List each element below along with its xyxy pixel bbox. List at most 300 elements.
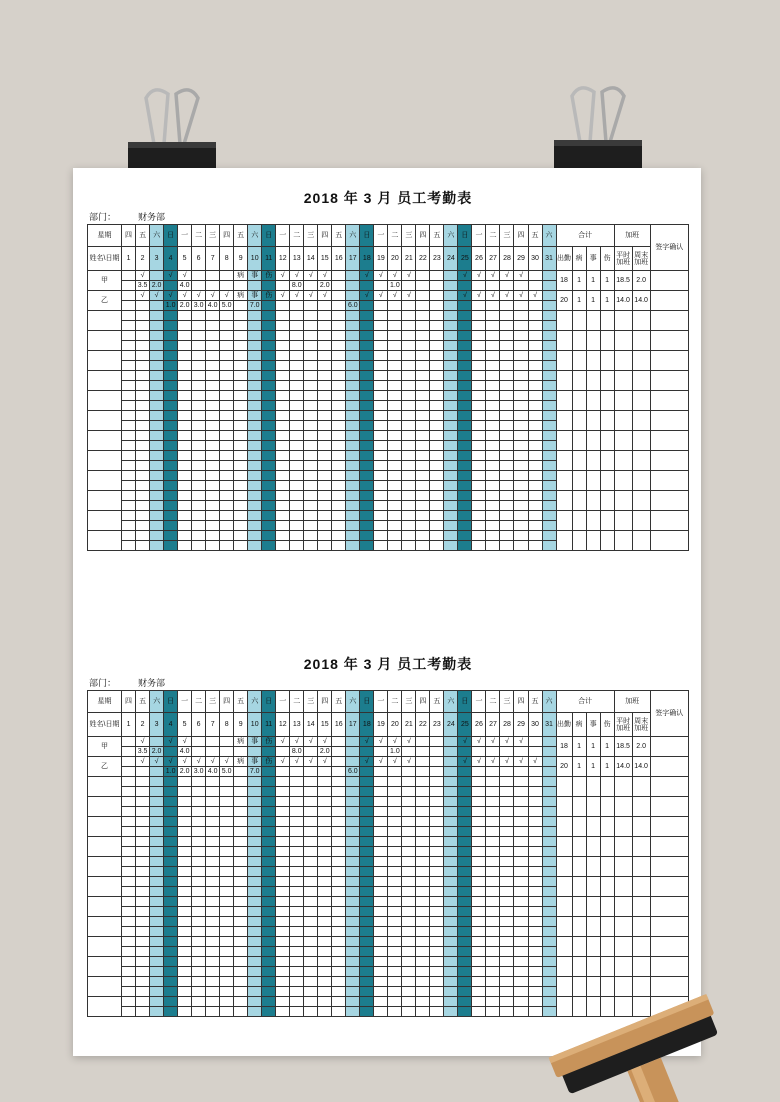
- summary-cell-empty[interactable]: [572, 511, 586, 531]
- day-cell[interactable]: [150, 341, 164, 351]
- day-cell[interactable]: [318, 867, 332, 877]
- day-cell[interactable]: [416, 391, 430, 401]
- day-cell[interactable]: [206, 787, 220, 797]
- day-cell[interactable]: [220, 521, 234, 531]
- day-cell[interactable]: [486, 777, 500, 787]
- day-cell[interactable]: [542, 777, 556, 787]
- day-cell[interactable]: [276, 1007, 290, 1017]
- employee-name-empty[interactable]: [88, 817, 122, 837]
- day-cell[interactable]: [220, 947, 234, 957]
- day-cell[interactable]: [388, 827, 402, 837]
- day-cell[interactable]: [304, 887, 318, 897]
- day-cell[interactable]: [346, 351, 360, 361]
- day-cell[interactable]: [542, 411, 556, 421]
- day-cell[interactable]: [416, 797, 430, 807]
- day-cell[interactable]: [458, 897, 472, 907]
- day-cell[interactable]: [122, 987, 136, 997]
- summary-cell-empty[interactable]: [572, 777, 586, 797]
- day-cell[interactable]: [178, 461, 192, 471]
- day-cell[interactable]: [472, 817, 486, 827]
- day-cell[interactable]: [178, 391, 192, 401]
- day-cell[interactable]: [150, 917, 164, 927]
- day-cell[interactable]: [472, 957, 486, 967]
- day-cell[interactable]: [220, 837, 234, 847]
- day-cell[interactable]: [528, 341, 542, 351]
- day-cell[interactable]: [178, 491, 192, 501]
- summary-cell-empty[interactable]: [614, 817, 632, 837]
- day-cell[interactable]: [178, 341, 192, 351]
- day-cell[interactable]: [444, 977, 458, 987]
- day-cell[interactable]: [136, 511, 150, 521]
- day-cell[interactable]: [542, 281, 556, 291]
- day-cell[interactable]: [360, 937, 374, 947]
- summary-cell-empty[interactable]: [572, 451, 586, 471]
- day-cell[interactable]: [276, 887, 290, 897]
- day-cell[interactable]: [486, 441, 500, 451]
- day-cell[interactable]: [486, 867, 500, 877]
- summary-cell-empty[interactable]: [572, 531, 586, 551]
- day-cell[interactable]: [500, 431, 514, 441]
- summary-cell-empty[interactable]: [650, 331, 688, 351]
- day-cell[interactable]: [290, 857, 304, 867]
- day-cell[interactable]: [262, 441, 276, 451]
- day-cell[interactable]: [388, 351, 402, 361]
- day-cell[interactable]: [346, 321, 360, 331]
- day-cell[interactable]: [374, 937, 388, 947]
- day-cell[interactable]: [346, 471, 360, 481]
- day-cell[interactable]: [416, 767, 430, 777]
- day-cell[interactable]: [220, 867, 234, 877]
- day-cell[interactable]: [500, 341, 514, 351]
- day-cell[interactable]: [164, 541, 178, 551]
- summary-cell-empty[interactable]: [632, 451, 650, 471]
- day-cell[interactable]: [444, 321, 458, 331]
- day-cell[interactable]: [332, 867, 346, 877]
- day-cell[interactable]: [514, 887, 528, 897]
- summary-cell-empty[interactable]: [586, 857, 600, 877]
- day-cell[interactable]: [360, 977, 374, 987]
- day-cell[interactable]: [192, 331, 206, 341]
- day-cell[interactable]: [178, 987, 192, 997]
- day-cell[interactable]: [304, 907, 318, 917]
- day-cell[interactable]: [388, 887, 402, 897]
- summary-cell-empty[interactable]: [572, 491, 586, 511]
- day-cell[interactable]: [444, 531, 458, 541]
- day-cell[interactable]: [206, 421, 220, 431]
- day-cell[interactable]: [122, 777, 136, 787]
- day-cell[interactable]: [206, 897, 220, 907]
- day-cell[interactable]: [178, 401, 192, 411]
- day-cell[interactable]: [458, 787, 472, 797]
- summary-cell-empty[interactable]: [614, 431, 632, 451]
- day-cell[interactable]: [346, 411, 360, 421]
- day-cell[interactable]: [528, 431, 542, 441]
- day-cell[interactable]: [318, 807, 332, 817]
- day-cell[interactable]: [136, 817, 150, 827]
- day-cell[interactable]: [500, 511, 514, 521]
- day-cell[interactable]: [402, 887, 416, 897]
- day-cell[interactable]: [500, 541, 514, 551]
- summary-cell-empty[interactable]: [586, 351, 600, 371]
- day-cell[interactable]: [346, 907, 360, 917]
- day-cell[interactable]: [416, 977, 430, 987]
- day-cell[interactable]: [416, 847, 430, 857]
- day-cell[interactable]: [192, 511, 206, 521]
- day-cell[interactable]: [500, 777, 514, 787]
- day-cell[interactable]: [458, 511, 472, 521]
- day-cell[interactable]: [150, 501, 164, 511]
- day-cell[interactable]: √: [290, 271, 304, 281]
- day-cell[interactable]: [164, 381, 178, 391]
- day-cell[interactable]: [500, 351, 514, 361]
- day-cell[interactable]: [444, 937, 458, 947]
- day-cell[interactable]: √: [318, 291, 332, 301]
- day-cell[interactable]: [388, 481, 402, 491]
- day-cell[interactable]: [430, 807, 444, 817]
- summary-cell-empty[interactable]: [614, 957, 632, 977]
- day-cell[interactable]: [402, 541, 416, 551]
- day-cell[interactable]: [416, 737, 430, 747]
- day-cell[interactable]: [178, 521, 192, 531]
- day-cell[interactable]: [514, 301, 528, 311]
- day-cell[interactable]: [346, 757, 360, 767]
- day-cell[interactable]: [444, 1007, 458, 1017]
- day-cell[interactable]: [360, 867, 374, 877]
- day-cell[interactable]: [220, 827, 234, 837]
- day-cell[interactable]: [346, 511, 360, 521]
- day-cell[interactable]: [234, 807, 248, 817]
- employee-name-empty[interactable]: [88, 371, 122, 391]
- day-cell[interactable]: [486, 977, 500, 987]
- day-cell[interactable]: [374, 987, 388, 997]
- day-cell[interactable]: [360, 371, 374, 381]
- day-cell[interactable]: [332, 401, 346, 411]
- day-cell[interactable]: [486, 887, 500, 897]
- summary-cell-empty[interactable]: [586, 471, 600, 491]
- day-cell[interactable]: [206, 511, 220, 521]
- day-cell[interactable]: [360, 541, 374, 551]
- day-cell[interactable]: [346, 917, 360, 927]
- day-cell[interactable]: [346, 371, 360, 381]
- day-cell[interactable]: [290, 411, 304, 421]
- day-cell[interactable]: [220, 1007, 234, 1017]
- day-cell[interactable]: [486, 341, 500, 351]
- day-cell[interactable]: [416, 807, 430, 817]
- day-cell[interactable]: [346, 401, 360, 411]
- day-cell[interactable]: [136, 451, 150, 461]
- day-cell[interactable]: [500, 797, 514, 807]
- summary-cell-empty[interactable]: [600, 531, 614, 551]
- day-cell[interactable]: [444, 927, 458, 937]
- day-cell[interactable]: [136, 937, 150, 947]
- day-cell[interactable]: [388, 531, 402, 541]
- summary-cell-empty[interactable]: [586, 311, 600, 331]
- day-cell[interactable]: [430, 1007, 444, 1017]
- day-cell[interactable]: [304, 1007, 318, 1017]
- day-cell[interactable]: [248, 341, 262, 351]
- day-cell[interactable]: [402, 767, 416, 777]
- day-cell[interactable]: [332, 977, 346, 987]
- day-cell[interactable]: [192, 451, 206, 461]
- day-cell[interactable]: [178, 887, 192, 897]
- day-cell[interactable]: [290, 321, 304, 331]
- employee-name-empty[interactable]: [88, 331, 122, 351]
- day-cell[interactable]: [318, 767, 332, 777]
- day-cell[interactable]: [444, 737, 458, 747]
- day-cell[interactable]: [276, 401, 290, 411]
- day-cell[interactable]: [402, 837, 416, 847]
- day-cell[interactable]: [388, 331, 402, 341]
- day-cell[interactable]: √: [514, 271, 528, 281]
- day-cell[interactable]: [192, 421, 206, 431]
- summary-cell-empty[interactable]: [614, 877, 632, 897]
- day-cell[interactable]: [178, 777, 192, 787]
- employee-name-empty[interactable]: [88, 957, 122, 977]
- day-cell[interactable]: [360, 471, 374, 481]
- day-cell[interactable]: [206, 491, 220, 501]
- day-cell[interactable]: [164, 441, 178, 451]
- summary-cell-empty[interactable]: [600, 331, 614, 351]
- day-cell[interactable]: [514, 511, 528, 521]
- day-cell[interactable]: [332, 777, 346, 787]
- day-cell[interactable]: [542, 747, 556, 757]
- day-cell[interactable]: [528, 907, 542, 917]
- day-cell[interactable]: [150, 381, 164, 391]
- day-cell[interactable]: [262, 311, 276, 321]
- day-cell[interactable]: [430, 987, 444, 997]
- day-cell[interactable]: [486, 817, 500, 827]
- day-cell[interactable]: [304, 391, 318, 401]
- day-cell[interactable]: [290, 807, 304, 817]
- day-cell[interactable]: [360, 321, 374, 331]
- day-cell[interactable]: [206, 927, 220, 937]
- day-cell[interactable]: [416, 341, 430, 351]
- day-cell[interactable]: [458, 541, 472, 551]
- day-cell[interactable]: [346, 817, 360, 827]
- day-cell[interactable]: [346, 897, 360, 907]
- day-cell[interactable]: [192, 271, 206, 281]
- day-cell[interactable]: √: [360, 757, 374, 767]
- day-cell[interactable]: [332, 837, 346, 847]
- day-cell[interactable]: [472, 361, 486, 371]
- day-cell[interactable]: [346, 331, 360, 341]
- day-cell[interactable]: [178, 937, 192, 947]
- day-cell[interactable]: [234, 977, 248, 987]
- day-cell[interactable]: [374, 511, 388, 521]
- employee-name-empty[interactable]: [88, 351, 122, 371]
- day-cell[interactable]: [220, 271, 234, 281]
- day-cell[interactable]: [500, 997, 514, 1007]
- day-cell[interactable]: [150, 797, 164, 807]
- summary-cell-empty[interactable]: [556, 817, 572, 837]
- day-cell[interactable]: [500, 867, 514, 877]
- day-cell[interactable]: [416, 877, 430, 887]
- day-cell[interactable]: [206, 361, 220, 371]
- day-cell[interactable]: [486, 311, 500, 321]
- summary-cell-empty[interactable]: [556, 431, 572, 451]
- day-cell[interactable]: [178, 977, 192, 987]
- day-cell[interactable]: [164, 887, 178, 897]
- day-cell[interactable]: [248, 281, 262, 291]
- day-cell[interactable]: 3.5: [136, 747, 150, 757]
- day-cell[interactable]: [192, 967, 206, 977]
- summary-cell-empty[interactable]: [586, 331, 600, 351]
- day-cell[interactable]: [416, 351, 430, 361]
- day-cell[interactable]: [206, 281, 220, 291]
- day-cell[interactable]: [542, 451, 556, 461]
- day-cell[interactable]: [528, 301, 542, 311]
- day-cell[interactable]: [388, 461, 402, 471]
- day-cell[interactable]: [542, 341, 556, 351]
- day-cell[interactable]: [374, 401, 388, 411]
- day-cell[interactable]: [500, 401, 514, 411]
- day-cell[interactable]: [318, 857, 332, 867]
- day-cell[interactable]: [430, 817, 444, 827]
- summary-cell-empty[interactable]: [614, 937, 632, 957]
- day-cell[interactable]: [318, 897, 332, 907]
- summary-cell-empty[interactable]: [572, 937, 586, 957]
- day-cell[interactable]: [360, 511, 374, 521]
- day-cell[interactable]: [276, 907, 290, 917]
- day-cell[interactable]: √: [304, 291, 318, 301]
- day-cell[interactable]: [500, 1007, 514, 1017]
- day-cell[interactable]: [262, 867, 276, 877]
- day-cell[interactable]: [248, 421, 262, 431]
- day-cell[interactable]: [444, 757, 458, 767]
- day-cell[interactable]: [150, 421, 164, 431]
- day-cell[interactable]: [444, 331, 458, 341]
- day-cell[interactable]: [500, 877, 514, 887]
- day-cell[interactable]: [136, 331, 150, 341]
- day-cell[interactable]: √: [164, 271, 178, 281]
- day-cell[interactable]: [290, 521, 304, 531]
- day-cell[interactable]: [248, 977, 262, 987]
- day-cell[interactable]: [542, 847, 556, 857]
- day-cell[interactable]: [360, 521, 374, 531]
- day-cell[interactable]: [542, 521, 556, 531]
- day-cell[interactable]: [192, 531, 206, 541]
- day-cell[interactable]: [122, 907, 136, 917]
- day-cell[interactable]: [528, 947, 542, 957]
- day-cell[interactable]: [402, 481, 416, 491]
- day-cell[interactable]: [304, 401, 318, 411]
- day-cell[interactable]: [262, 401, 276, 411]
- day-cell[interactable]: [290, 511, 304, 521]
- day-cell[interactable]: [374, 531, 388, 541]
- day-cell[interactable]: [220, 987, 234, 997]
- day-cell[interactable]: [304, 767, 318, 777]
- day-cell[interactable]: [472, 927, 486, 937]
- day-cell[interactable]: [514, 797, 528, 807]
- day-cell[interactable]: [430, 937, 444, 947]
- day-cell[interactable]: [248, 947, 262, 957]
- day-cell[interactable]: [514, 897, 528, 907]
- day-cell[interactable]: [122, 937, 136, 947]
- day-cell[interactable]: [402, 411, 416, 421]
- day-cell[interactable]: [332, 531, 346, 541]
- day-cell[interactable]: [528, 777, 542, 787]
- day-cell[interactable]: [262, 747, 276, 757]
- day-cell[interactable]: [178, 411, 192, 421]
- day-cell[interactable]: [346, 937, 360, 947]
- day-cell[interactable]: [248, 521, 262, 531]
- day-cell[interactable]: [500, 897, 514, 907]
- day-cell[interactable]: [234, 917, 248, 927]
- day-cell[interactable]: 伤: [262, 291, 276, 301]
- summary-cell-empty[interactable]: [632, 331, 650, 351]
- day-cell[interactable]: [276, 817, 290, 827]
- day-cell[interactable]: [444, 421, 458, 431]
- summary-cell-empty[interactable]: [614, 797, 632, 817]
- day-cell[interactable]: [514, 521, 528, 531]
- day-cell[interactable]: [248, 441, 262, 451]
- day-cell[interactable]: [360, 351, 374, 361]
- day-cell[interactable]: [122, 977, 136, 987]
- day-cell[interactable]: [458, 797, 472, 807]
- day-cell[interactable]: [304, 321, 318, 331]
- day-cell[interactable]: [374, 421, 388, 431]
- day-cell[interactable]: [248, 787, 262, 797]
- day-cell[interactable]: [276, 957, 290, 967]
- day-cell[interactable]: [528, 787, 542, 797]
- day-cell[interactable]: [150, 807, 164, 817]
- summary-cell-empty[interactable]: [600, 917, 614, 937]
- day-cell[interactable]: [332, 767, 346, 777]
- day-cell[interactable]: [486, 481, 500, 491]
- day-cell[interactable]: [514, 461, 528, 471]
- day-cell[interactable]: √: [136, 271, 150, 281]
- day-cell[interactable]: [164, 481, 178, 491]
- day-cell[interactable]: [458, 521, 472, 531]
- day-cell[interactable]: [220, 897, 234, 907]
- day-cell[interactable]: [276, 847, 290, 857]
- day-cell[interactable]: [290, 491, 304, 501]
- day-cell[interactable]: [276, 927, 290, 937]
- day-cell[interactable]: [206, 481, 220, 491]
- day-cell[interactable]: [416, 927, 430, 937]
- day-cell[interactable]: [234, 371, 248, 381]
- day-cell[interactable]: [276, 797, 290, 807]
- day-cell[interactable]: [150, 777, 164, 787]
- day-cell[interactable]: [374, 281, 388, 291]
- day-cell[interactable]: [234, 927, 248, 937]
- summary-cell-empty[interactable]: [572, 877, 586, 897]
- employee-name-empty[interactable]: [88, 977, 122, 997]
- day-cell[interactable]: √: [360, 291, 374, 301]
- day-cell[interactable]: [402, 907, 416, 917]
- day-cell[interactable]: 5.0: [220, 301, 234, 311]
- day-cell[interactable]: 4.0: [178, 281, 192, 291]
- day-cell[interactable]: [192, 987, 206, 997]
- day-cell[interactable]: [206, 987, 220, 997]
- day-cell[interactable]: [374, 767, 388, 777]
- day-cell[interactable]: [500, 361, 514, 371]
- day-cell[interactable]: √: [486, 271, 500, 281]
- day-cell[interactable]: 2.0: [318, 281, 332, 291]
- day-cell[interactable]: [444, 291, 458, 301]
- day-cell[interactable]: [360, 531, 374, 541]
- summary-cell-empty[interactable]: [600, 351, 614, 371]
- employee-name-empty[interactable]: [88, 917, 122, 937]
- day-cell[interactable]: [402, 927, 416, 937]
- day-cell[interactable]: [318, 787, 332, 797]
- day-cell[interactable]: [220, 421, 234, 431]
- day-cell[interactable]: [136, 311, 150, 321]
- day-cell[interactable]: [122, 531, 136, 541]
- day-cell[interactable]: [136, 867, 150, 877]
- day-cell[interactable]: [388, 927, 402, 937]
- day-cell[interactable]: [430, 311, 444, 321]
